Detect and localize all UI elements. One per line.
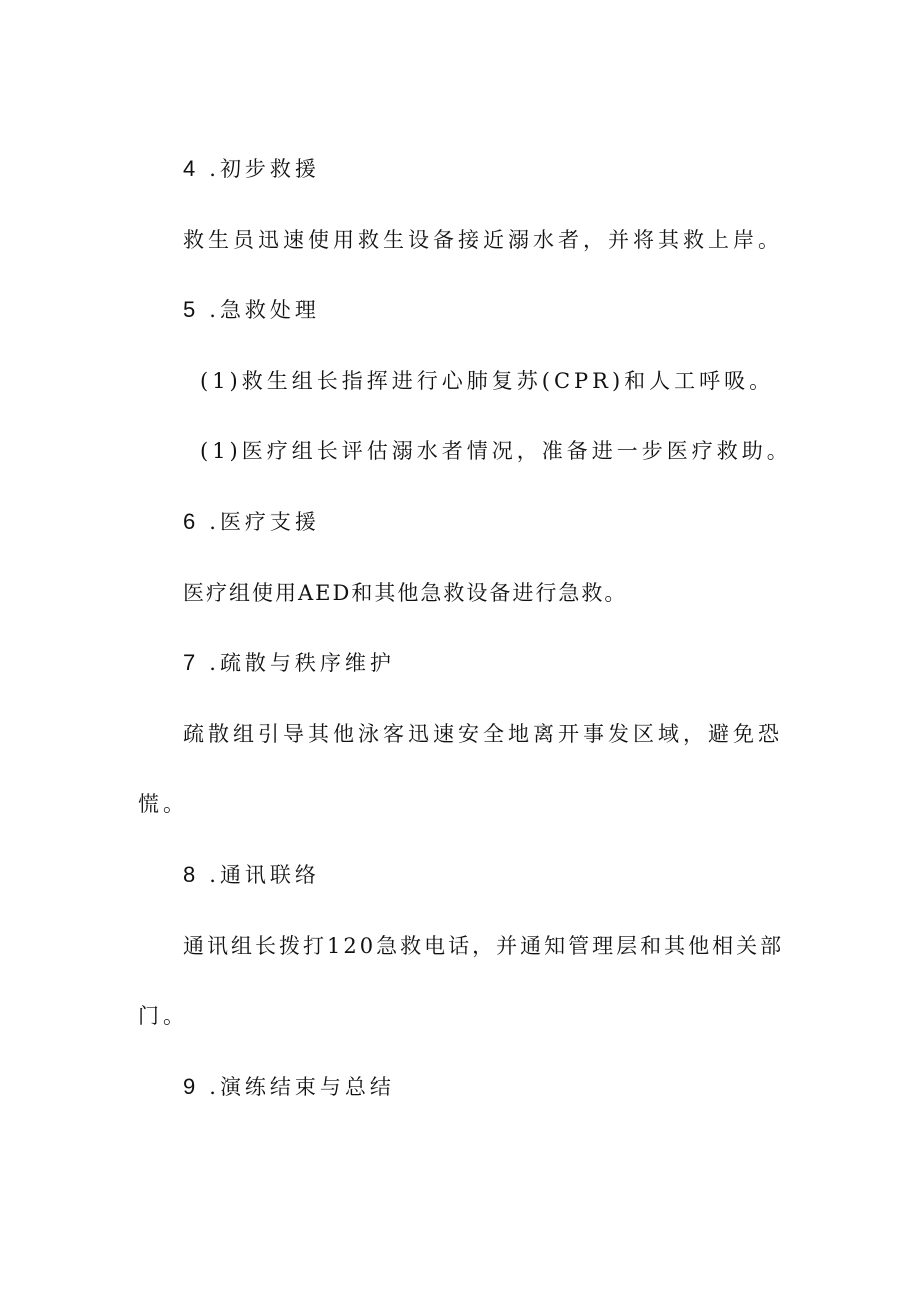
section-title: 疏散与秩序维护 (219, 651, 395, 675)
section-title: 演练结束与总结 (219, 1075, 395, 1099)
section-dot: . (209, 510, 216, 534)
section-heading-8 (183, 862, 320, 888)
section-number: 6 (183, 509, 196, 534)
section-number: 9 (183, 1074, 196, 1099)
list-item: (1)医疗组长评估溺水者情况，准备进一步医疗救助。 (200, 439, 792, 463)
section-dot: . (209, 863, 216, 887)
section-title: 急救处理 (219, 298, 320, 322)
section-heading-4 (183, 156, 320, 182)
section-title: 医疗支援 (219, 510, 320, 534)
section-number: 8 (183, 862, 196, 887)
section-heading-6 (183, 509, 320, 535)
paragraph: 疏散组引导其他泳客迅速安全地离开事发区域，避免恐 (183, 722, 783, 746)
section-dot: . (209, 1075, 216, 1099)
section-title: 通讯联络 (219, 863, 320, 887)
list-item: (1)救生组长指挥进行心肺复苏(CPR)和人工呼吸。 (200, 369, 775, 393)
section-number: 4 (183, 156, 196, 181)
section-dot: . (209, 298, 216, 322)
section-heading-9 (183, 1074, 395, 1100)
paragraph: 医疗组使用AED和其他急救设备进行急救。 (183, 581, 628, 605)
paragraph-continuation: 门。 (138, 1004, 188, 1028)
section-title: 初步救援 (219, 157, 320, 181)
section-heading-7 (183, 650, 395, 676)
section-number: 5 (183, 297, 196, 322)
section-dot: . (209, 157, 216, 181)
section-heading-5 (183, 297, 320, 323)
paragraph-continuation: 慌。 (138, 792, 188, 816)
section-dot: . (209, 651, 216, 675)
paragraph: 通讯组长拨打120急救电话，并通知管理层和其他相关部 (183, 934, 785, 958)
section-number: 7 (183, 650, 196, 675)
paragraph: 救生员迅速使用救生设备接近溺水者，并将其救上岸。 (183, 228, 783, 252)
